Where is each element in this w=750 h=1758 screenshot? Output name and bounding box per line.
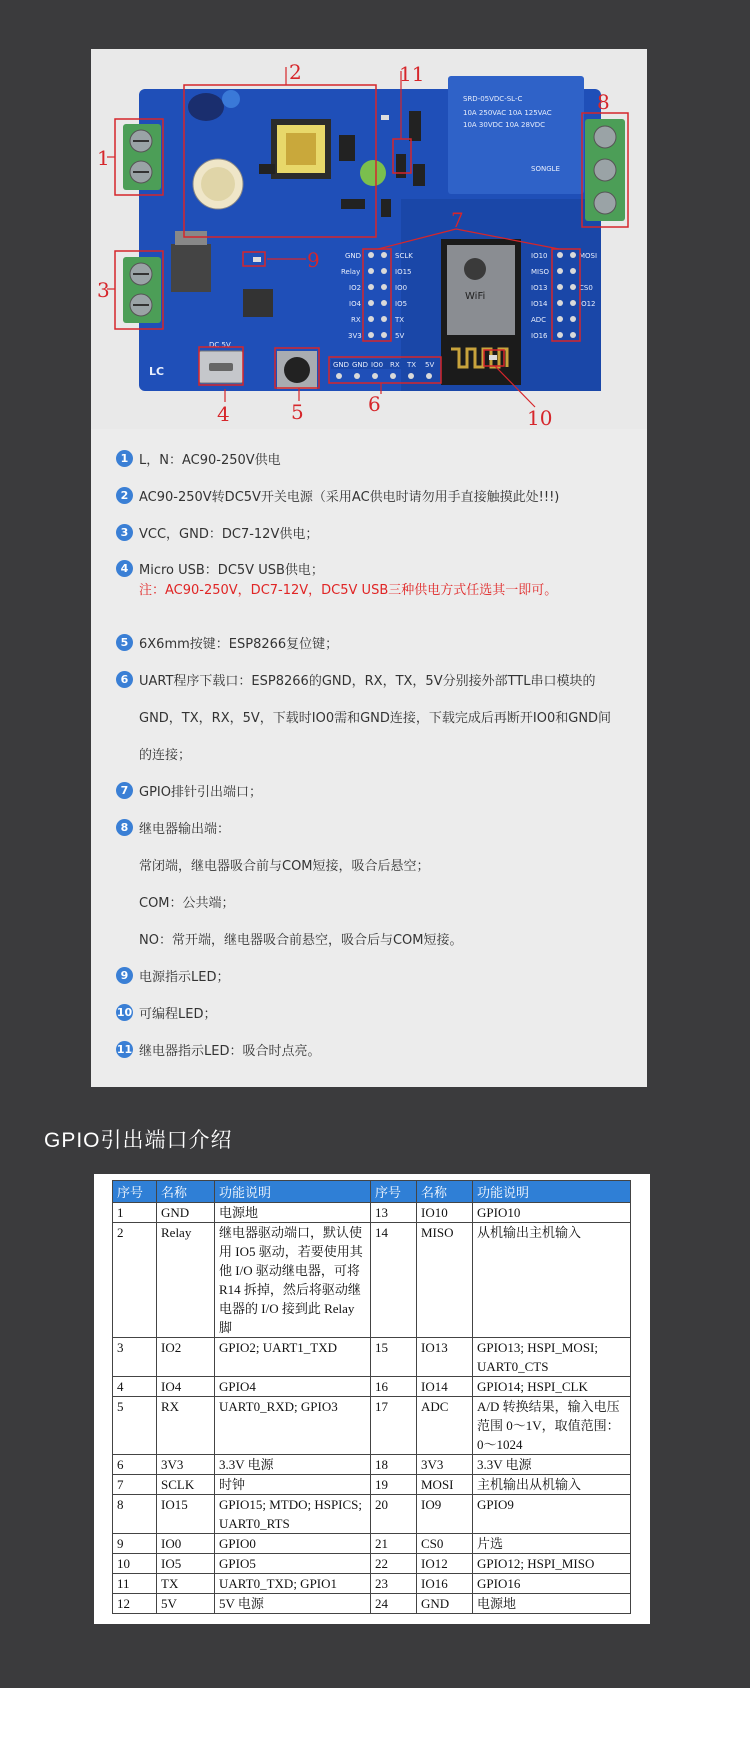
table-row <box>113 1554 631 1574</box>
feature-text: 电源指示LED； <box>139 970 230 985</box>
cell: 24 <box>371 1594 417 1614</box>
feature-text: 可编程LED； <box>139 1007 217 1022</box>
callout-8: 8 <box>597 90 610 114</box>
callout-10: 10 <box>527 406 553 429</box>
callout-11: 11 <box>399 62 425 86</box>
pin-label-tx: TX <box>395 316 405 324</box>
header-function: 功能说明 <box>215 1181 371 1203</box>
cell: RX <box>157 1397 215 1455</box>
cell: UART0_RXD; GPIO3 <box>215 1397 371 1455</box>
callout-2: 2 <box>289 60 302 84</box>
cell: IO9 <box>417 1495 473 1534</box>
section-title: GPIO引出端口介绍 <box>44 1129 233 1152</box>
feature-text: VCC，GND：DC7-12V供电； <box>139 527 319 542</box>
cell: GPIO2; UART1_TXD <box>215 1338 371 1377</box>
cell: TX <box>157 1574 215 1594</box>
pin-label-3v3: 3V3 <box>348 332 362 340</box>
cell: 3V3 <box>417 1455 473 1475</box>
pin-label-sclk: SCLK <box>395 252 413 260</box>
cell: 3.3V 电源 <box>215 1455 371 1475</box>
feature-item-10 <box>116 1003 216 1022</box>
cell: 22 <box>371 1554 417 1574</box>
cell: IO12 <box>417 1554 473 1574</box>
feature-8-nc: 常闭端，继电器吸合前与COM短接，吸合后悬空； <box>139 859 430 874</box>
cell: GPIO10 <box>473 1203 631 1223</box>
pin-label-io14: IO14 <box>531 300 548 308</box>
cell: UART0_TXD; GPIO1 <box>215 1574 371 1594</box>
cell: 时钟 <box>215 1475 371 1495</box>
pin-label-io4: IO4 <box>349 300 362 308</box>
feature-item-9 <box>116 966 229 985</box>
cell: IO4 <box>157 1377 215 1397</box>
product-info-panel <box>91 49 647 1087</box>
table-header-row <box>113 1181 631 1203</box>
number-badge: 6 <box>116 671 133 688</box>
cell: GPIO15; MTDO; HSPICS; UART0_RTS <box>215 1495 371 1534</box>
callout-4: 4 <box>217 402 230 426</box>
table-row <box>113 1223 631 1338</box>
cell: GPIO16 <box>473 1574 631 1594</box>
brand-logo: LC <box>149 365 165 378</box>
cell: 8 <box>113 1495 157 1534</box>
pin-label-cs0: CS0 <box>579 284 593 292</box>
module-wifi-logo: WiFi <box>465 291 486 302</box>
cell: IO13 <box>417 1338 473 1377</box>
cell: 电源地 <box>473 1594 631 1614</box>
cell: 20 <box>371 1495 417 1534</box>
callout-1: 1 <box>97 146 110 170</box>
cell: GPIO5 <box>215 1554 371 1574</box>
number-badge: 1 <box>116 450 133 467</box>
cell: GND <box>417 1594 473 1614</box>
cell: GPIO9 <box>473 1495 631 1534</box>
feature-text: L，N：AC90-250V供电 <box>139 453 281 468</box>
number-badge: 3 <box>116 524 133 541</box>
gpio-table <box>112 1180 631 1614</box>
table-row <box>113 1594 631 1614</box>
uart-label-rx: RX <box>390 361 400 369</box>
cell: 17 <box>371 1397 417 1455</box>
cell: 3V3 <box>157 1455 215 1475</box>
number-badge: 8 <box>116 819 133 836</box>
cell: IO10 <box>417 1203 473 1223</box>
cell: 5V <box>157 1594 215 1614</box>
cell: 2 <box>113 1223 157 1338</box>
table-row <box>113 1495 631 1534</box>
cell: 从机输出主机输入 <box>473 1223 631 1338</box>
pin-label-adc: ADC <box>531 316 547 324</box>
table-row <box>113 1475 631 1495</box>
cell: GPIO14; HSPI_CLK <box>473 1377 631 1397</box>
callout-7: 7 <box>451 208 464 232</box>
cell: 3.3V 电源 <box>473 1455 631 1475</box>
cell: GPIO13; HSPI_MOSI; UART0_CTS <box>473 1338 631 1377</box>
pin-label-relay: Relay <box>341 268 361 276</box>
table-row <box>113 1377 631 1397</box>
footer-area <box>0 1688 750 1758</box>
table-row <box>113 1203 631 1223</box>
cell: SCLK <box>157 1475 215 1495</box>
cell: 继电器驱动端口，默认使用 IO5 驱动，若要使用其他 I/O 驱动继电器，可将 R14 拆掉，然后将驱动继电器的 I/O 接到此 Relay 脚 <box>215 1223 371 1338</box>
feature-text: AC90-250V转DC5V开关电源（采用AC供电时请勿用手直接触摸此处!!!) <box>139 490 560 505</box>
callout-6: 6 <box>368 392 381 416</box>
number-badge: 5 <box>116 634 133 651</box>
feature-text: 继电器输出端： <box>139 822 231 837</box>
cell: IO14 <box>417 1377 473 1397</box>
feature-item-11 <box>116 1040 320 1059</box>
feature-text: 继电器指示LED：吸合时点亮。 <box>139 1044 321 1059</box>
pin-label-io13: IO13 <box>531 284 548 292</box>
pin-label-5v: 5V <box>395 332 405 340</box>
cell: 15 <box>371 1338 417 1377</box>
feature-6-line-2: GND，TX，RX，5V，下载时IO0需和GND连接，下载完成后再断开IO0和GND间 <box>139 711 612 726</box>
feature-item-6 <box>116 670 595 689</box>
pin-label-io0: IO0 <box>395 284 408 292</box>
cell: 3 <box>113 1338 157 1377</box>
pin-label-io12: IO12 <box>579 300 596 308</box>
feature-text: 6X6mm按键：ESP8266复位键； <box>139 637 339 652</box>
number-badge: 10 <box>116 1006 133 1019</box>
cell: 6 <box>113 1455 157 1475</box>
callout-9: 9 <box>307 248 320 272</box>
feature-text: GPIO排针引出端口； <box>139 785 262 800</box>
uart-label-io0: IO0 <box>371 361 384 369</box>
relay-brand-text: SONGLE <box>531 165 560 173</box>
table-row <box>113 1397 631 1455</box>
cell: GPIO12; HSPI_MISO <box>473 1554 631 1574</box>
pin-label-miso: MISO <box>531 268 550 276</box>
cell: 4 <box>113 1377 157 1397</box>
feature-8-no: NO：常开端，继电器吸合前悬空，吸合后与COM短接。 <box>139 933 463 948</box>
pin-label-mosi: MOSI <box>579 252 598 260</box>
table-row <box>113 1338 631 1377</box>
power-note: 注：AC90-250V，DC7-12V，DC5V USB三种供电方式任选其一即可。 <box>139 583 558 598</box>
cell: 5V 电源 <box>215 1594 371 1614</box>
table-row <box>113 1574 631 1594</box>
feature-text: UART程序下载口：ESP8266的GND，RX，TX，5V分别接外部TTL串口模块的 <box>139 674 596 689</box>
pin-label-io15: IO15 <box>395 268 412 276</box>
header-function-2: 功能说明 <box>473 1181 631 1203</box>
feature-8-com: COM：公共端； <box>139 896 235 911</box>
number-badge: 4 <box>116 560 133 577</box>
cell: 18 <box>371 1455 417 1475</box>
feature-item-2 <box>116 486 559 505</box>
cell: 16 <box>371 1377 417 1397</box>
cell: CS0 <box>417 1534 473 1554</box>
uart-label-gnd2: GND <box>352 361 369 369</box>
cell: 21 <box>371 1534 417 1554</box>
cell: ADC <box>417 1397 473 1455</box>
number-badge: 7 <box>116 782 133 799</box>
feature-item-3 <box>116 523 318 542</box>
callout-5: 5 <box>291 400 304 424</box>
uart-label-5v: 5V <box>425 361 435 369</box>
pin-label-io2: IO2 <box>349 284 362 292</box>
cell: 1 <box>113 1203 157 1223</box>
pin-label-rx: RX <box>351 316 361 324</box>
cell: IO16 <box>417 1574 473 1594</box>
relay-rating-text-1: 10A 250VAC 10A 125VAC <box>463 109 552 117</box>
cell: 电源地 <box>215 1203 371 1223</box>
cell: 12 <box>113 1594 157 1614</box>
cell: 9 <box>113 1534 157 1554</box>
header-name: 名称 <box>157 1181 215 1203</box>
cell: MISO <box>417 1223 473 1338</box>
header-no-2: 序号 <box>371 1181 417 1203</box>
feature-item-4 <box>116 559 324 578</box>
table-row <box>113 1534 631 1554</box>
feature-item-1 <box>116 449 281 468</box>
feature-item-5 <box>116 633 338 652</box>
number-badge: 11 <box>116 1043 133 1056</box>
pin-label-io10: IO10 <box>531 252 548 260</box>
cell: 19 <box>371 1475 417 1495</box>
uart-label-gnd: GND <box>333 361 350 369</box>
cell: 13 <box>371 1203 417 1223</box>
cell: GPIO0 <box>215 1534 371 1554</box>
cell: IO2 <box>157 1338 215 1377</box>
relay-rating-text-2: 10A 30VDC 10A 28VDC <box>463 121 546 129</box>
cell: IO5 <box>157 1554 215 1574</box>
feature-item-8 <box>116 818 230 837</box>
pin-label-io5: IO5 <box>395 300 408 308</box>
cell: IO0 <box>157 1534 215 1554</box>
cell: GND <box>157 1203 215 1223</box>
table-row <box>113 1455 631 1475</box>
cell: MOSI <box>417 1475 473 1495</box>
pin-label-gnd: GND <box>345 252 362 260</box>
board-photo <box>91 49 647 429</box>
cell: 5 <box>113 1397 157 1455</box>
cell: IO15 <box>157 1495 215 1534</box>
feature-item-7 <box>116 781 262 800</box>
cell: 片选 <box>473 1534 631 1554</box>
cell: 主机输出从机输入 <box>473 1475 631 1495</box>
cell: 11 <box>113 1574 157 1594</box>
cell: 14 <box>371 1223 417 1338</box>
number-badge: 9 <box>116 967 133 984</box>
cell: Relay <box>157 1223 215 1338</box>
cell: A/D 转换结果，输入电压范围 0～1V，取值范围：0～1024 <box>473 1397 631 1455</box>
uart-label-tx: TX <box>407 361 417 369</box>
feature-6-line-3: 的连接； <box>139 748 192 763</box>
callout-3: 3 <box>97 278 110 302</box>
board-diagram <box>91 49 647 429</box>
feature-text: Micro USB：DC5V USB供电； <box>139 563 324 578</box>
cell: 23 <box>371 1574 417 1594</box>
pin-label-io16: IO16 <box>531 332 548 340</box>
relay <box>448 76 584 194</box>
dc5v-label: DC 5V <box>209 341 231 349</box>
header-name-2: 名称 <box>417 1181 473 1203</box>
header-no: 序号 <box>113 1181 157 1203</box>
gpio-table-panel <box>94 1174 650 1624</box>
relay-model-text: SRD-05VDC-SL-C <box>463 95 523 103</box>
number-badge: 2 <box>116 487 133 504</box>
cell: 7 <box>113 1475 157 1495</box>
cell: GPIO4 <box>215 1377 371 1397</box>
cell: 10 <box>113 1554 157 1574</box>
